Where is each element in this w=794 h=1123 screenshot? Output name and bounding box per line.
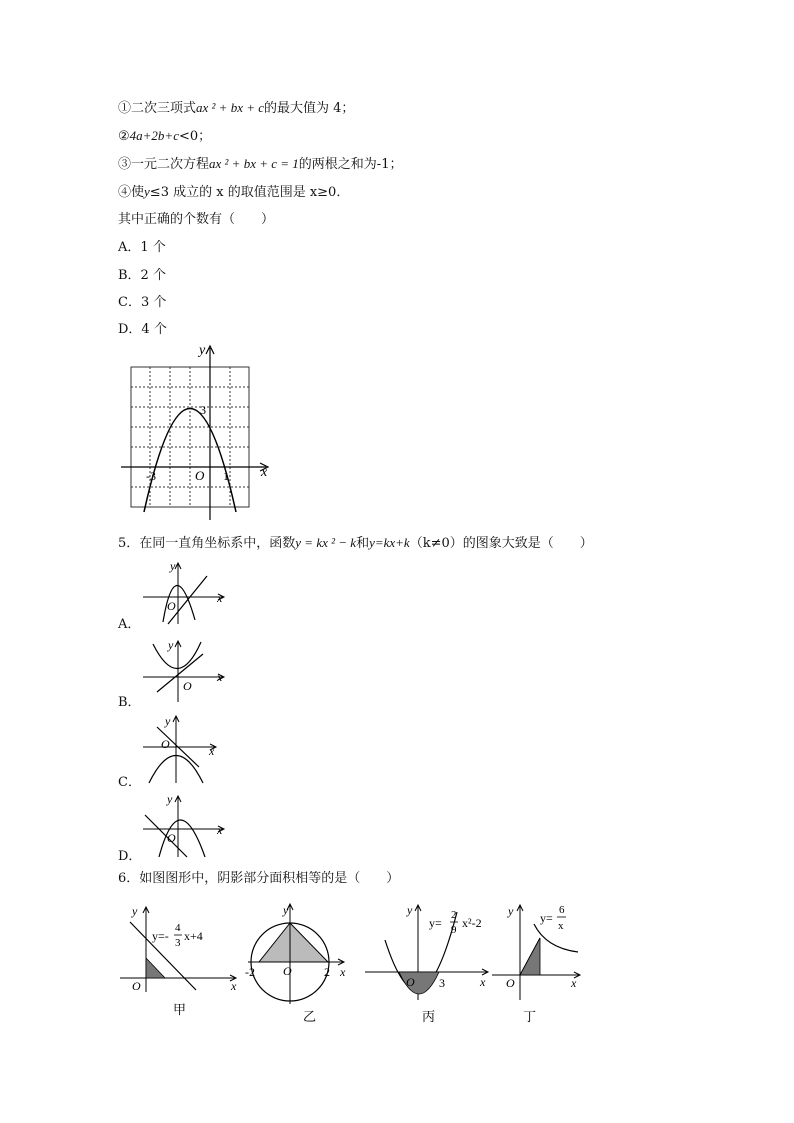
statement-1-math: ax ² + bx + c: [196, 100, 265, 115]
statement-2-tail: <0；: [178, 129, 212, 144]
y-label: y: [165, 714, 171, 728]
origin-label: O: [167, 599, 176, 613]
q5-option-a-letter[interactable]: A．: [118, 617, 141, 632]
origin-label: O: [195, 468, 205, 483]
q5-stem-tail: （k≠0）的图象大致是（ ）: [409, 536, 593, 551]
q5-option-a-graph[interactable]: [135, 558, 235, 628]
origin-label: O: [506, 976, 515, 990]
y-label: y: [508, 904, 514, 918]
y-label: y: [168, 638, 174, 652]
statement-1: [118, 99, 354, 118]
figure-caption: 丁: [523, 1009, 537, 1024]
equation-prefix: y=: [429, 916, 442, 930]
q4-option-c[interactable]: C．3 个: [118, 295, 167, 310]
tick-3: 3: [439, 976, 445, 990]
x-label: x: [209, 744, 215, 758]
tick-3: 3: [200, 403, 206, 417]
y-axis-label: y: [199, 343, 206, 358]
q6-figure-ding: [490, 900, 590, 1022]
equation-numerator: 4: [175, 922, 181, 934]
x-label: x: [571, 976, 577, 990]
equation-numerator: 2: [451, 909, 457, 921]
equation-suffix: x+4: [184, 929, 203, 943]
q5-math-1: y = kx ² − k: [295, 535, 357, 550]
statement-3-math: ax ² + bx + c = 1: [209, 156, 299, 171]
q5-math-2: y=kx+k: [369, 535, 410, 550]
q4-option-d[interactable]: D．4 个: [118, 322, 167, 337]
x-label: x: [217, 670, 223, 684]
statement-2: [118, 127, 211, 146]
origin-label: O: [132, 979, 141, 993]
figure-caption: 丙: [422, 1009, 436, 1024]
q5-option-c-graph[interactable]: [135, 713, 235, 785]
q4-parabola-graph: [118, 340, 278, 525]
grid-lines: [131, 367, 249, 507]
q5-stem-mid: 和: [356, 536, 370, 551]
y-label: y: [170, 559, 176, 573]
x-label: x: [217, 591, 223, 605]
statement-3: [118, 155, 402, 174]
statement-3-text: ③一元二次方程: [118, 157, 210, 172]
equation-suffix: x²-2: [462, 916, 482, 930]
q4-option-b[interactable]: B．2 个: [118, 268, 166, 283]
tick-neg2: -2: [245, 965, 255, 979]
statement-4-math: y: [144, 184, 150, 199]
origin-label: O: [183, 679, 192, 693]
q6-figure-bing: [363, 900, 493, 1022]
origin-label: O: [161, 737, 170, 751]
x-label: x: [480, 975, 486, 989]
origin-label: O: [406, 975, 415, 989]
tick-2: 2: [324, 965, 330, 979]
equation-numerator: 6: [559, 904, 565, 916]
tick-neg3: -3: [146, 469, 156, 483]
statement-4: [118, 183, 349, 202]
q6-figure-yi: [243, 900, 358, 1022]
x-label: x: [217, 823, 223, 837]
figure-caption: 甲: [173, 1002, 187, 1017]
statement-4-tail: ≤3 成立的 x 的取值范围是 x≥0．: [149, 185, 350, 200]
origin-label: O: [283, 964, 292, 978]
y-label: y: [132, 904, 138, 918]
q5-option-b-graph[interactable]: [135, 636, 235, 706]
tick-1: 1: [223, 469, 229, 483]
y-label: y: [167, 792, 173, 806]
x-label: x: [231, 979, 237, 993]
statement-4-text: ④使: [118, 185, 145, 200]
q5-option-b-letter[interactable]: B．: [118, 695, 141, 710]
statement-1-tail: 的最大值为 4；: [264, 101, 355, 116]
origin-label: O: [167, 831, 176, 845]
q5-option-d-letter[interactable]: D．: [118, 849, 142, 864]
equation-prefix: y=-: [152, 929, 169, 943]
y-label: y: [283, 903, 289, 917]
q5-stem-text: 5．在同一直角坐标系中，函数: [118, 536, 296, 551]
equation-denominator: 9: [451, 924, 457, 936]
q6-figure-jia: [118, 900, 248, 1022]
statement-2-text: ②: [118, 129, 130, 144]
q5-option-d-graph[interactable]: [135, 791, 235, 861]
y-label: y: [407, 903, 413, 917]
shaded-region: [146, 958, 165, 978]
equation-prefix: y=: [540, 911, 553, 925]
statement-2-math: 4a+2b+c: [129, 128, 179, 143]
q4-question: 其中正确的个数有（ ）: [118, 212, 275, 227]
figure-caption: 乙: [303, 1009, 317, 1024]
q5-option-c-letter[interactable]: C．: [118, 775, 141, 790]
q4-option-a[interactable]: A．1 个: [118, 240, 166, 255]
q6-stem: 6．如图图形中，阴影部分面积相等的是（ ）: [118, 871, 400, 886]
equation-denominator: x: [558, 920, 564, 932]
statement-3-tail: 的两根之和为-1；: [298, 157, 403, 172]
x-axis-label: x: [261, 465, 268, 480]
q5-stem: [118, 534, 593, 553]
statement-1-text: ①二次三项式: [118, 101, 197, 116]
equation-denominator: 3: [175, 937, 181, 949]
x-label: x: [340, 965, 346, 979]
